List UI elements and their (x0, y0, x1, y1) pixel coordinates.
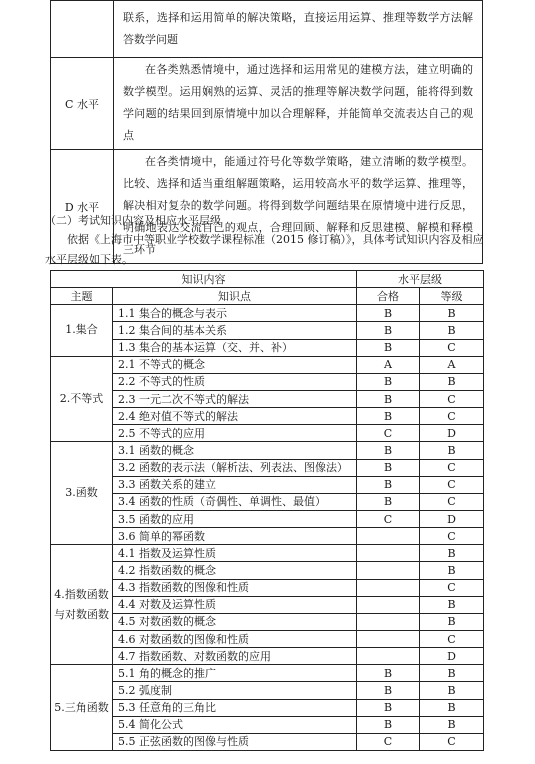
table-row (51, 425, 484, 442)
table-row (51, 322, 484, 339)
level-description: 在各类熟悉情境中，通过选择和运用常见的建模方法，建立明确的数学模型。运用娴熟的运算、灵活的推理等解决数学问题，能将得到数学问题的结果回到原情境中加以合理解释，并能简单交流表达自己的观点 (114, 58, 483, 150)
grade-level: B (420, 682, 484, 699)
header-topic: 主题 (51, 288, 113, 305)
pass-level: B (357, 322, 420, 339)
table-row (51, 476, 484, 493)
knowledge-point: 4.2 指数函数的概念 (113, 562, 357, 579)
knowledge-table-body (51, 305, 484, 751)
knowledge-point: 5.4 简化公式 (113, 716, 357, 733)
grade-level: A (420, 356, 484, 373)
grade-level: C (420, 459, 484, 476)
pass-level: B (357, 699, 420, 716)
table-row (51, 510, 484, 527)
table-header-row (51, 271, 484, 288)
pass-level: B (357, 682, 420, 699)
table-row (51, 630, 484, 647)
table-row (51, 682, 484, 699)
grade-level: C (420, 390, 484, 407)
table-row (51, 339, 484, 356)
pass-level (357, 562, 420, 579)
grade-level: C (420, 408, 484, 425)
pass-level (357, 579, 420, 596)
knowledge-point: 5.3 任意角的三角比 (113, 699, 357, 716)
grade-level: C (420, 630, 484, 647)
grade-level: C (420, 339, 484, 356)
table-row (51, 58, 483, 150)
pass-level: B (357, 373, 420, 390)
grade-level: B (420, 613, 484, 630)
header-point: 知识点 (113, 288, 357, 305)
pass-level: B (357, 476, 420, 493)
knowledge-point: 2.5 不等式的应用 (113, 425, 357, 442)
grade-level: B (420, 699, 484, 716)
knowledge-point: 5.5 正弦函数的图像与性质 (113, 733, 357, 750)
grade-level: B (420, 716, 484, 733)
grade-level: B (420, 596, 484, 613)
topic-cell: 1.集合 (51, 305, 113, 356)
knowledge-point: 5.1 角的概念的推广 (113, 665, 357, 682)
grade-level: B (420, 665, 484, 682)
grade-level: D (420, 510, 484, 527)
grade-level: D (420, 648, 484, 665)
level-label (51, 1, 114, 58)
topic-cell: 3.函数 (51, 442, 113, 545)
level-label: C 水平 (51, 58, 114, 150)
table-header-row (51, 288, 484, 305)
table-row (51, 699, 484, 716)
pass-level: A (357, 356, 420, 373)
knowledge-point: 3.5 函数的应用 (113, 510, 357, 527)
intro-paragraph: 依据《上海市中等职业学校数学课程标准（2015 修订稿）》，具体考试知识内容及相应水平层级如下表。 (45, 233, 484, 266)
table-row (51, 356, 484, 373)
knowledge-point: 1.2 集合间的基本关系 (113, 322, 357, 339)
header-level: 水平层级 (357, 271, 484, 288)
pass-level: B (357, 339, 420, 356)
table-row (51, 579, 484, 596)
table-row (51, 528, 484, 545)
grade-level: C (420, 476, 484, 493)
grade-level: D (420, 425, 484, 442)
topic-cell: 2.不等式 (51, 356, 113, 442)
table-row (51, 545, 484, 562)
knowledge-point: 3.1 函数的概念 (113, 442, 357, 459)
table-row (51, 1, 483, 58)
table-row (51, 562, 484, 579)
table-row (51, 408, 484, 425)
section-heading: （二）考试知识内容及相应水平层级 (45, 214, 221, 227)
header-grade: 等级 (420, 288, 484, 305)
table-row (51, 665, 484, 682)
pass-level: B (357, 442, 420, 459)
knowledge-point: 5.2 弧度制 (113, 682, 357, 699)
table-row (51, 716, 484, 733)
grade-level: C (420, 579, 484, 596)
knowledge-point: 4.6 对数函数的图像和性质 (113, 630, 357, 647)
grade-level: B (420, 305, 484, 322)
knowledge-point: 4.5 对数函数的概念 (113, 613, 357, 630)
pass-level: B (357, 305, 420, 322)
pass-level (357, 528, 420, 545)
knowledge-point: 3.2 函数的表示法（解析法、列表法、图像法） (113, 459, 357, 476)
knowledge-point: 2.2 不等式的性质 (113, 373, 357, 390)
pass-level (357, 596, 420, 613)
knowledge-point: 4.3 指数函数的图像和性质 (113, 579, 357, 596)
topic-cell: 5.三角函数 (51, 665, 113, 751)
pass-level: C (357, 425, 420, 442)
pass-level: B (357, 665, 420, 682)
knowledge-table (50, 270, 484, 751)
knowledge-point: 3.3 函数关系的建立 (113, 476, 357, 493)
knowledge-point: 3.6 简单的幂函数 (113, 528, 357, 545)
grade-level: B (420, 562, 484, 579)
grade-level: C (420, 733, 484, 750)
header-content: 知识内容 (51, 271, 357, 288)
table-row (51, 733, 484, 750)
knowledge-point: 2.3 一元二次不等式的解法 (113, 390, 357, 407)
table-row (51, 459, 484, 476)
grade-level: C (420, 528, 484, 545)
grade-level: B (420, 442, 484, 459)
table-row (51, 373, 484, 390)
table-row (51, 596, 484, 613)
topic-cell: 4.指数函数与对数函数 (51, 545, 113, 665)
level-description: 在各类情境中，能通过符号化等数学策略，建立清晰的数学模型。比较、选择和适当重组解题策略，运用较高水平的数学运算、推理等，解决相对复杂的数学问题。将得到数学问题结果在原情境中进行反思，明确地表达交流自己的观点，合理回顾、解释和反思建模、解模和释模三环节 (114, 150, 483, 264)
table-row (51, 390, 484, 407)
table-row (51, 305, 484, 322)
knowledge-point: 4.1 指数及运算性质 (113, 545, 357, 562)
pass-level: B (357, 493, 420, 510)
table-row (51, 493, 484, 510)
header-pass: 合格 (357, 288, 420, 305)
table-row (51, 613, 484, 630)
pass-level: C (357, 733, 420, 750)
pass-level: C (357, 510, 420, 527)
pass-level (357, 630, 420, 647)
level-label: D 水平 (51, 150, 114, 264)
table-row (51, 442, 484, 459)
pass-level: B (357, 459, 420, 476)
knowledge-point: 1.1 集合的概念与表示 (113, 305, 357, 322)
knowledge-point: 3.4 函数的性质（奇偶性、单调性、最值） (113, 493, 357, 510)
grade-level: B (420, 373, 484, 390)
pass-level: B (357, 716, 420, 733)
knowledge-point: 2.4 绝对值不等式的解法 (113, 408, 357, 425)
knowledge-point: 2.1 不等式的概念 (113, 356, 357, 373)
grade-level: C (420, 493, 484, 510)
level-description: 联系，选择和运用简单的解决策略，直接运用运算、推理等数学方法解答数学问题 (114, 1, 483, 58)
table-row (51, 648, 484, 665)
grade-level: B (420, 322, 484, 339)
knowledge-point: 4.7 指数函数、对数函数的应用 (113, 648, 357, 665)
knowledge-point: 4.4 对数及运算性质 (113, 596, 357, 613)
pass-level: B (357, 408, 420, 425)
knowledge-point: 1.3 集合的基本运算（交、并、补） (113, 339, 357, 356)
grade-level: B (420, 545, 484, 562)
pass-level (357, 613, 420, 630)
pass-level: B (357, 390, 420, 407)
pass-level (357, 648, 420, 665)
pass-level (357, 545, 420, 562)
